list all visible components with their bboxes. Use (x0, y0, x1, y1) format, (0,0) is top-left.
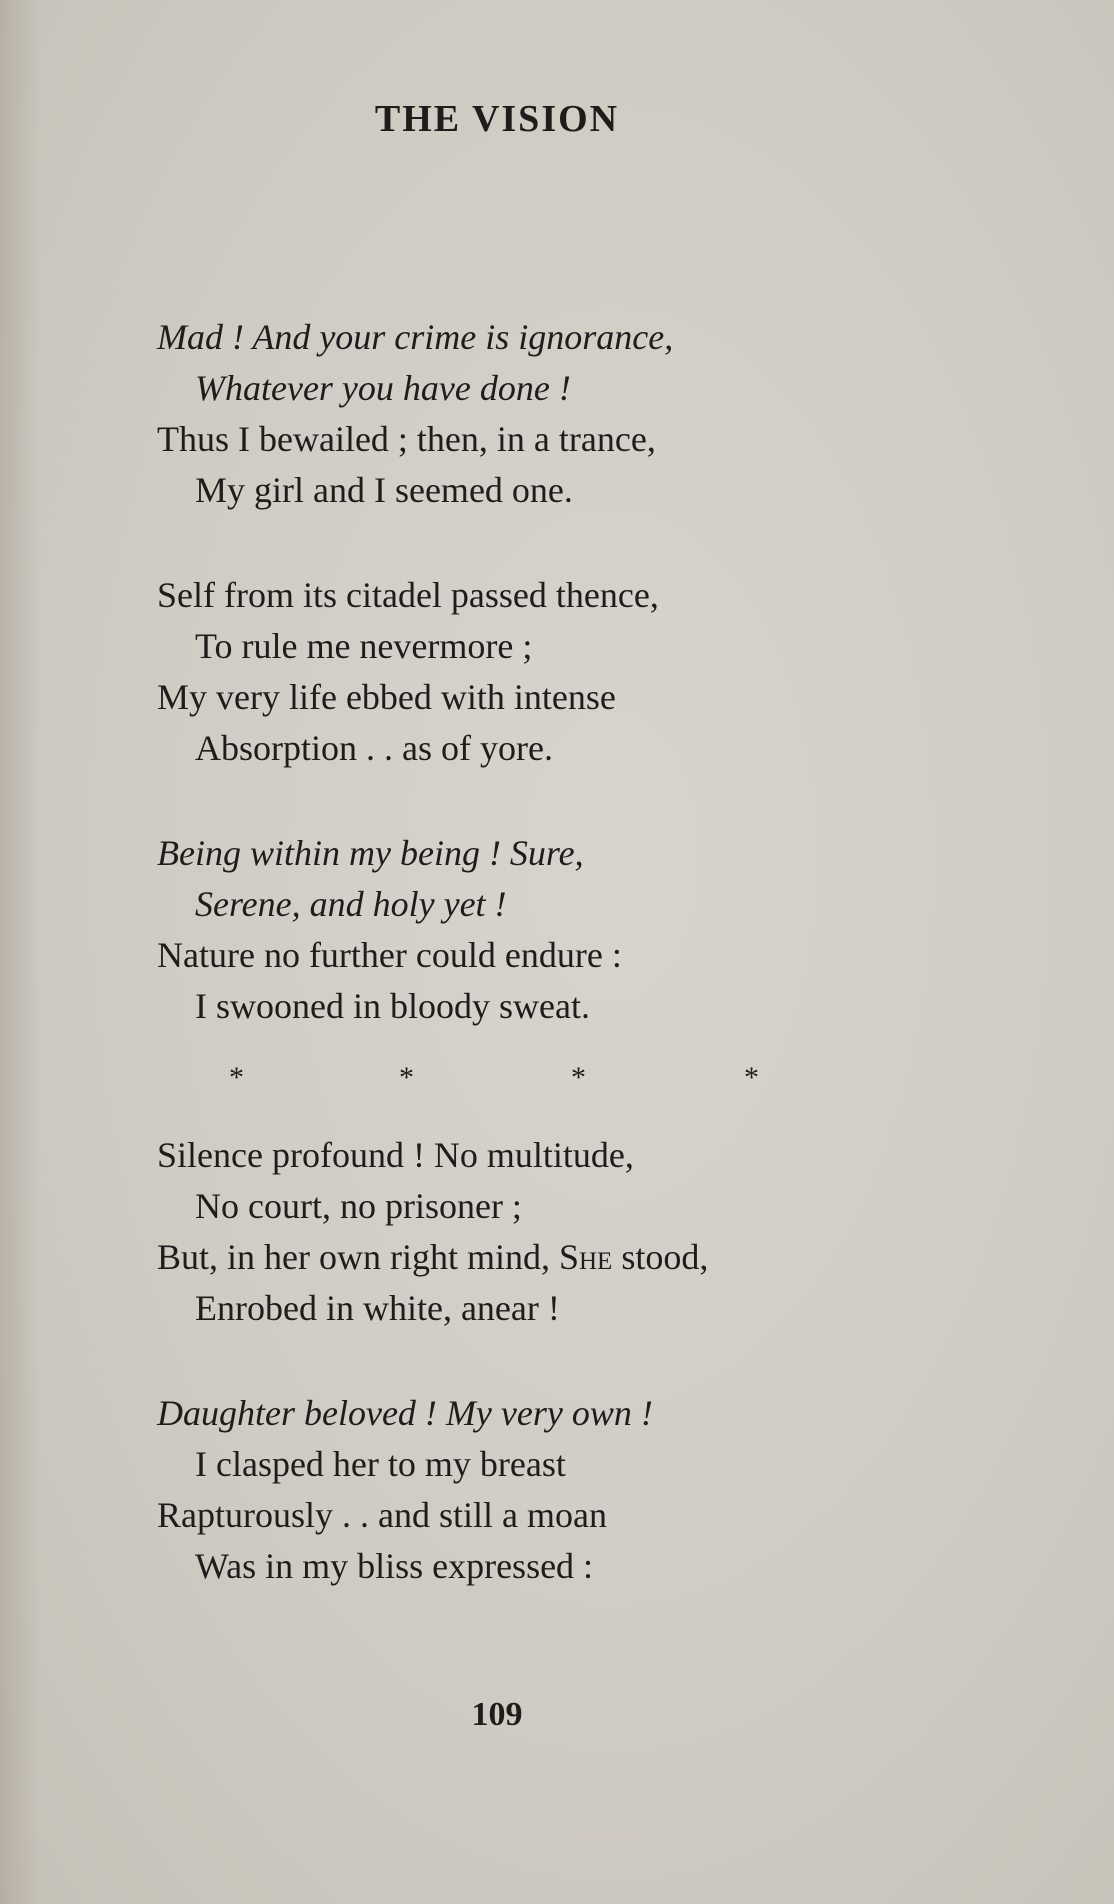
stanza-5 (157, 1388, 917, 1592)
poem-line: My very life ebbed with intense (157, 677, 616, 717)
poem-line: To rule me nevermore ; (195, 626, 533, 666)
poem-line: Nature no further could endure : (157, 935, 622, 975)
page-title: THE VISION (374, 98, 620, 140)
poem-line: Was in my bliss expressed : (195, 1546, 594, 1586)
line-text: But, in her own right mind, (157, 1237, 559, 1277)
page-edge-shadow (0, 0, 40, 1904)
asterisk: * (399, 1061, 414, 1094)
poem-line: Enrobed in white, anear ! (195, 1288, 560, 1328)
poem-line: Rapturously . . and still a moan (157, 1495, 607, 1535)
poem-line: No court, no prisoner ; (195, 1186, 522, 1226)
poem-line: I swooned in bloody sweat. (195, 986, 590, 1026)
stanza-3 (157, 828, 917, 1032)
poem-line (157, 1232, 917, 1283)
poem-line: My girl and I seemed one. (195, 470, 573, 510)
poem-line: I clasped her to my breast (195, 1444, 566, 1484)
asterisk: * (571, 1061, 586, 1094)
poem-line: Whatever you have done ! (195, 368, 571, 408)
poem-line: Mad ! And your crime is ignorance, (157, 317, 674, 357)
asterisk: * (744, 1061, 759, 1094)
poem (157, 312, 917, 1646)
stanza-4 (157, 1130, 917, 1334)
page-number: 109 (471, 1696, 523, 1733)
asterisk: * (229, 1061, 244, 1094)
poem-line: Self from its citadel passed thence, (157, 575, 659, 615)
line-text: stood, (612, 1237, 709, 1277)
poem-line: Being within my being ! Sure, (157, 833, 584, 873)
poem-line: Absorption . . as of yore. (195, 728, 553, 768)
small-caps-word: She (558, 1237, 613, 1277)
poem-line: Daughter beloved ! My very own ! (157, 1393, 653, 1433)
stanza-1 (157, 312, 917, 516)
section-break (0, 1060, 1114, 1096)
poem-line: Silence profound ! No multitude, (157, 1135, 634, 1175)
poem-line: Thus I bewailed ; then, in a trance, (157, 419, 656, 459)
poem-line: Serene, and holy yet ! (195, 884, 507, 924)
stanza-2 (157, 570, 917, 774)
